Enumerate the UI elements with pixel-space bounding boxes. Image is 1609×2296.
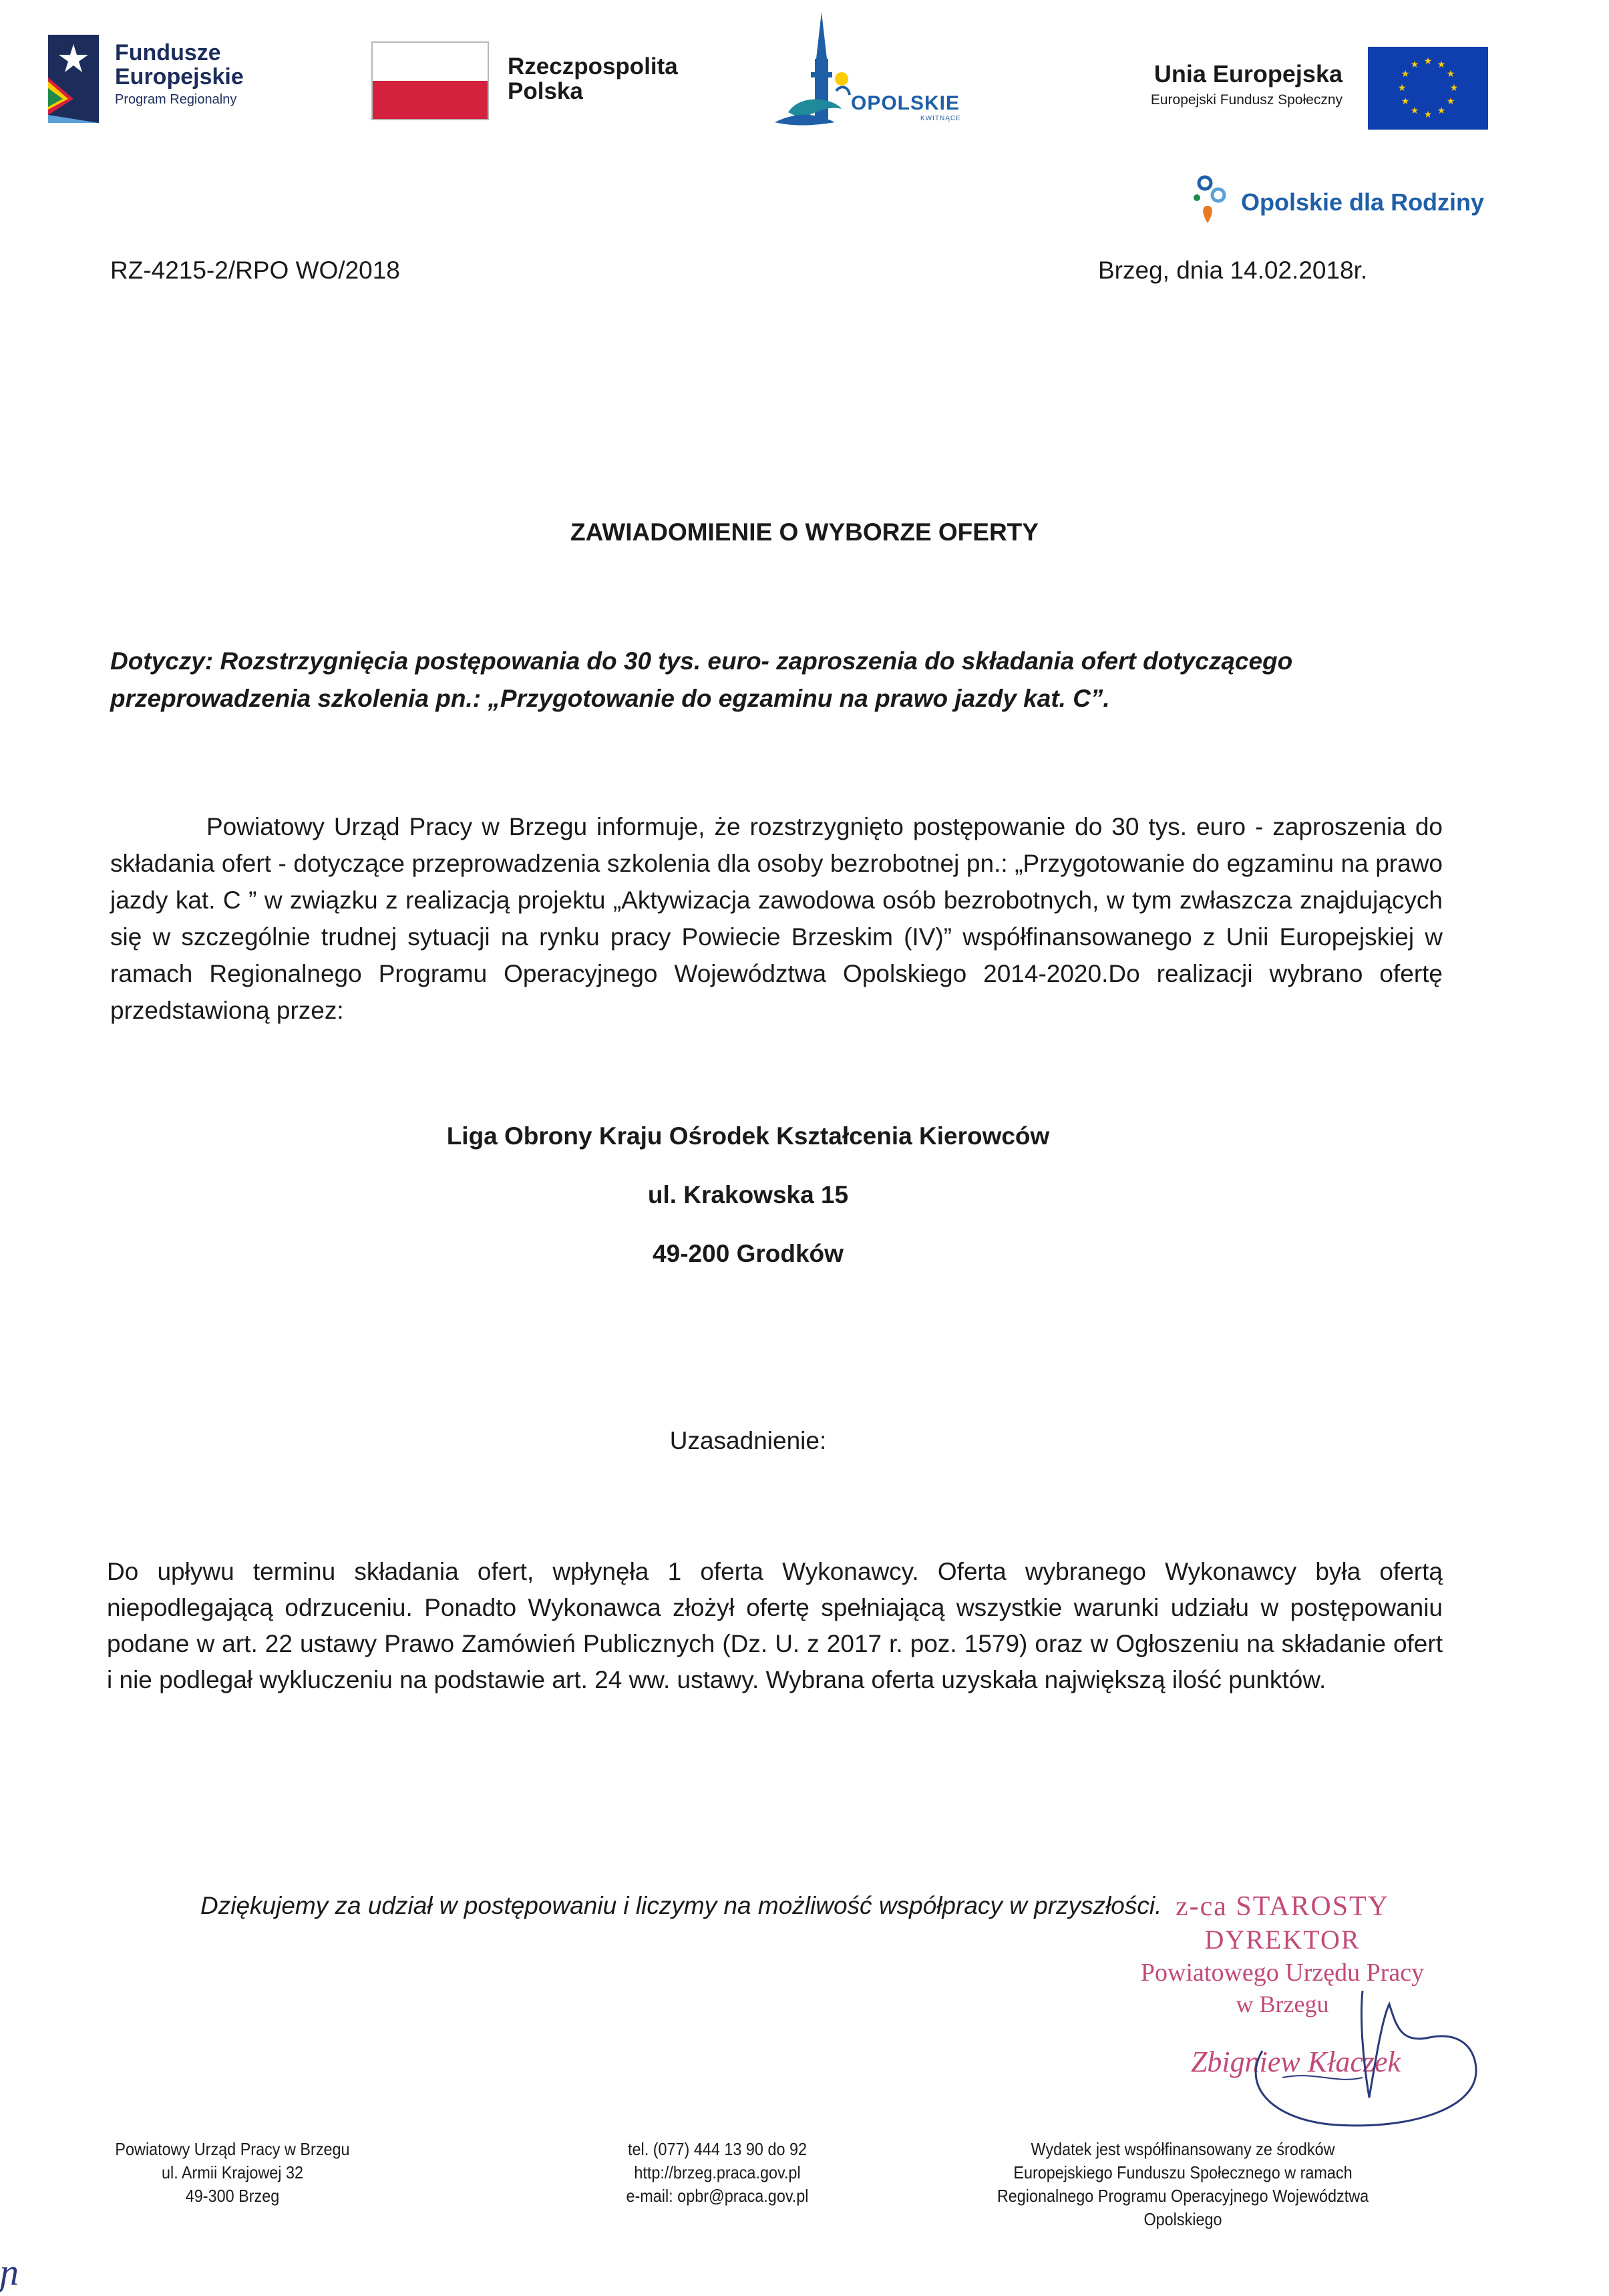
body-paragraph: Powiatowy Urząd Pracy w Brzegu informuje, że rozstrzygnięto postępowanie do 30 tys. euro - zaproszenia do składania ofert - dotyczące przeprowadzenia szkolenia dla osoby bezrobotnej pn.: „Przygotowanie do egzaminu na prawo jazdy kat. C ” w związku z realizacją projektu „Aktywizacja zawodowa osób bezrobotnych, w tym zwłaszcza znajdujących się w szczególnie trudnej sytuacji na rynku pracy Powiecie Brzeskim (IV)” współfinansowanego z Unii Europejskiej w ramach Regionalnego Programu Operacyjnego Województwa Opolskiego 2014-2020.Do realizacji wybrano ofertę przedstawioną przez: bbox=[110, 813, 1443, 1024]
stamp-line1: z-ca STAROSTY bbox=[1175, 1891, 1390, 1922]
rp-line1: Rzeczpospolita bbox=[508, 53, 678, 79]
footer-phone: tel. (077) 444 13 90 do 92 bbox=[627, 2139, 808, 2159]
footer-right-line3: Regionalnego Programu Operacyjnego Województwa bbox=[997, 2186, 1369, 2206]
handwritten-signature-icon bbox=[1162, 1977, 1496, 2151]
svg-text:★: ★ bbox=[1423, 56, 1433, 67]
opolskie-dla-rodziny-icon bbox=[1192, 175, 1228, 226]
justification-heading: Uzasadnienie: bbox=[669, 1427, 827, 1454]
footer-right-line1: Wydatek jest współfinansowany ze środków bbox=[1031, 2139, 1335, 2159]
svg-text:★: ★ bbox=[1437, 106, 1446, 116]
footer-left-line2: ul. Armii Krajowej 32 bbox=[161, 2162, 303, 2182]
reference-number: RZ-4215-2/RPO WO/2018 bbox=[110, 257, 400, 284]
winner-name: Liga Obrony Kraju Ośrodek Kształcenia Kierowców bbox=[446, 1122, 1050, 1150]
document-date: Brzeg, dnia 14.02.2018r. bbox=[1098, 257, 1368, 284]
svg-text:★: ★ bbox=[1397, 83, 1407, 94]
winner-city: 49-200 Grodków bbox=[653, 1240, 844, 1267]
footer-left-line1: Powiatowy Urząd Pracy w Brzegu bbox=[115, 2139, 350, 2159]
footer-funding-note bbox=[948, 2138, 1417, 2231]
subject-line: Dotyczy: Rozstrzygnięcia postępowania do 30 tys. euro- zaproszenia do składania ofert dotyczącego przeprowadzenia szkolenia pn.: „Przygotowanie do egzaminu na prawo jazdy kat. C”. bbox=[110, 647, 1293, 712]
svg-text:★: ★ bbox=[1437, 59, 1446, 70]
svg-text:★: ★ bbox=[1446, 69, 1455, 79]
opolskie-logo-text: OPOLSKIE bbox=[851, 92, 960, 114]
stamp-line3: Powiatowego Urzędu Pracy bbox=[1140, 1959, 1425, 1987]
footer-left-line3: 49-300 Brzeg bbox=[185, 2186, 280, 2206]
fe-line3: Program Regionalny bbox=[115, 92, 237, 108]
svg-text:★: ★ bbox=[1446, 96, 1455, 107]
ue-line2: Europejski Fundusz Społeczny bbox=[1150, 92, 1343, 108]
footer-email-link[interactable]: e-mail: opbr@praca.gov.pl bbox=[626, 2186, 809, 2206]
eu-flag-icon bbox=[1368, 47, 1488, 130]
opolskie-dla-rodziny-text: Opolskie dla Rodziny bbox=[1241, 188, 1485, 216]
rp-line2: Polska bbox=[508, 77, 583, 104]
closing-thanks: Dziękujemy za udział w postępowaniu i liczymy na możliwość współpracy w przyszłości. bbox=[200, 1892, 1162, 1919]
opolskie-logo-subtext: KWITNĄCE bbox=[920, 115, 961, 122]
stamp-line4: w Brzegu bbox=[1236, 1991, 1329, 2017]
polish-flag-icon bbox=[371, 41, 489, 120]
svg-text:★: ★ bbox=[1423, 110, 1433, 120]
winner-street: ul. Krakowska 15 bbox=[647, 1181, 849, 1208]
footer-right-line4: Opolskiego bbox=[1143, 2209, 1222, 2229]
margin-pen-mark: ɲ bbox=[0, 2252, 19, 2293]
stamp-signatory-name: Zbigniew Kłaczek bbox=[1190, 2045, 1401, 2078]
footer-right-line2: Europejskiego Funduszu Społecznego w ramach bbox=[1013, 2162, 1353, 2182]
fe-line1: Fundusze bbox=[115, 40, 221, 65]
svg-text:★: ★ bbox=[1401, 69, 1410, 79]
document-title: ZAWIADOMIENIE O WYBORZE OFERTY bbox=[570, 518, 1039, 546]
footer-contact bbox=[591, 2138, 844, 2208]
rzeczpospolita-polska-logo bbox=[508, 55, 678, 104]
svg-text:★: ★ bbox=[1410, 106, 1419, 116]
footer-website-link[interactable]: http://brzeg.praca.gov.pl bbox=[634, 2162, 801, 2182]
svg-text:★: ★ bbox=[1410, 59, 1419, 70]
fundusze-europejskie-logo-icon bbox=[48, 35, 99, 123]
stamp-line2: DYREKTOR bbox=[1204, 1925, 1361, 1955]
svg-text:★: ★ bbox=[1449, 83, 1459, 94]
svg-text:★: ★ bbox=[1401, 96, 1410, 107]
unia-europejska-logo bbox=[1069, 60, 1343, 108]
fundusze-europejskie-logo bbox=[115, 41, 244, 107]
ue-line1: Unia Europejska bbox=[1153, 60, 1343, 88]
footer-address bbox=[100, 2138, 365, 2208]
fe-line2: Europejskie bbox=[115, 63, 244, 90]
justification-paragraph: Do upływu terminu składania ofert, wpłynęła 1 oferta Wykonawcy. Oferta wybranego Wykonawcy była ofertą niepodlegającą odrzuceniu. Ponadto Wykonawca złożył ofertę spełniającą wszystkie warunki udziału w postępowaniu podane w art. 22 ustawy Prawo Zamówień Publicznych (Dz. U. z 2017 r. poz. 1579) oraz w Ogłoszeniu na składanie ofert i nie podlegał wykluczeniu na podstawie art. 24 ww. ustawy. Wybrana oferta uzyskała największą ilość punktów. bbox=[107, 1558, 1443, 1693]
